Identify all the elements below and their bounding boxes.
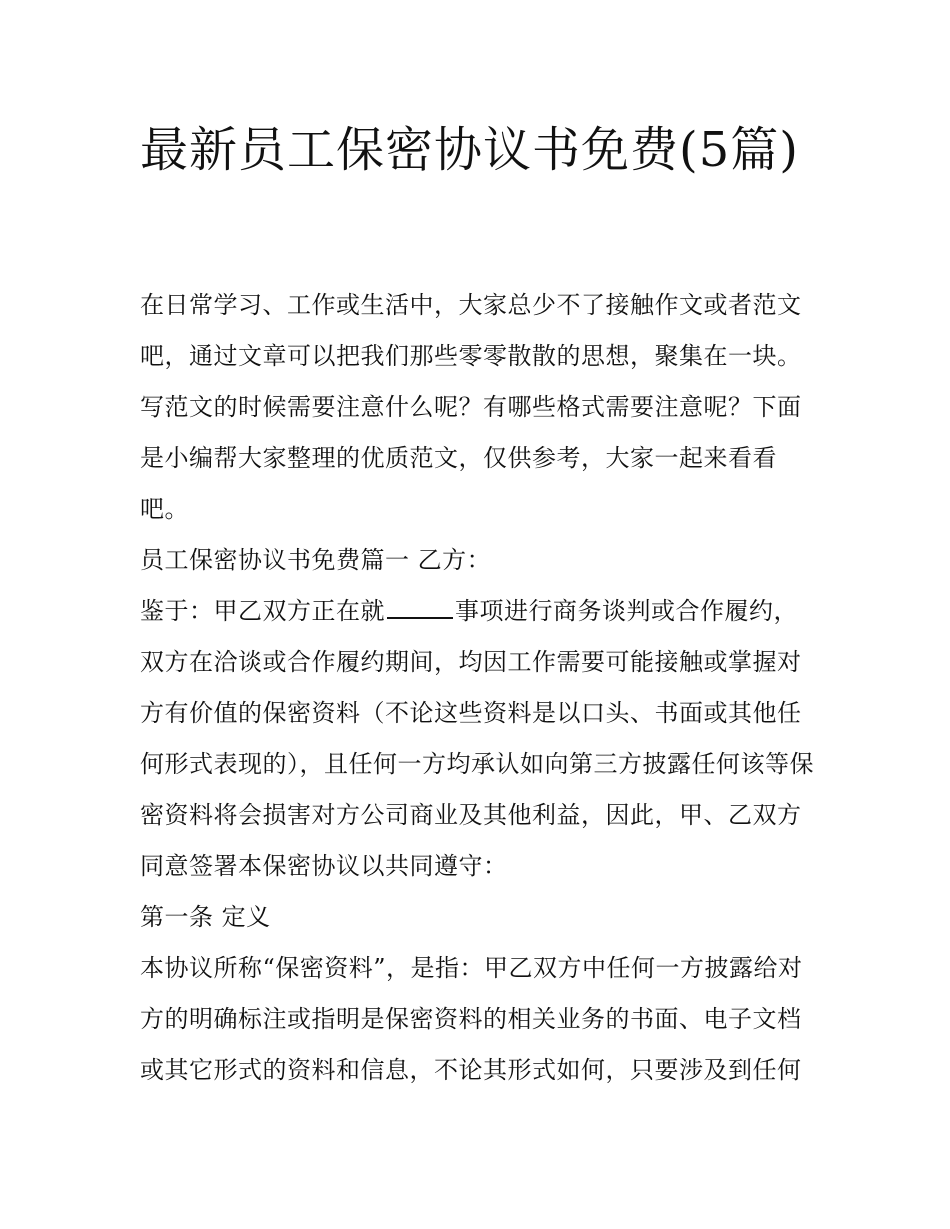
- whereas-paragraph: [140, 586, 820, 892]
- article-paragraph: 本协议所称“保密资料”，是指：甲乙双方中任何一方披露给对方的明确标注或指明是保密资料的相关业务的书面、电子文档或其它形式的资料和信息，不论其形式如何，只要涉及到任何: [140, 954, 803, 1084]
- section-heading: 员工保密协议书免费篇一 乙方：: [140, 546, 492, 574]
- intro-paragraph: 在日常学习、工作或生活中，大家总少不了接触作文或者范文吧，通过文章可以把我们那些零零散散的思想，聚集在一块。写范文的时候需要注意什么呢？有哪些格式需要注意呢？下面是小编帮大家整理的优质范文，仅供参考，大家一起来看看吧。: [140, 291, 802, 523]
- whereas-text-end: 事项进行商务谈判或合作履约，双方在洽谈或合作履约期间，均因工作需要可能接触或掌握对方有价值的保密资料（不论这些资料是以口头、书面或其他任何形式表现的），且任何一方均承认如向第三方披露任何该等保密资料将会损害对方公司商业及其他利益，因此，甲、乙双方同意签署本保密协议以共同遵守：: [140, 597, 814, 880]
- document-body: [140, 280, 820, 1096]
- document-title: 最新员工保密协议书免费(5篇): [140, 122, 799, 178]
- fill-in-blank: [387, 595, 453, 619]
- whereas-text-start: 鉴于：甲乙双方正在就: [140, 597, 385, 625]
- article-heading: 第一条 定义: [140, 903, 271, 931]
